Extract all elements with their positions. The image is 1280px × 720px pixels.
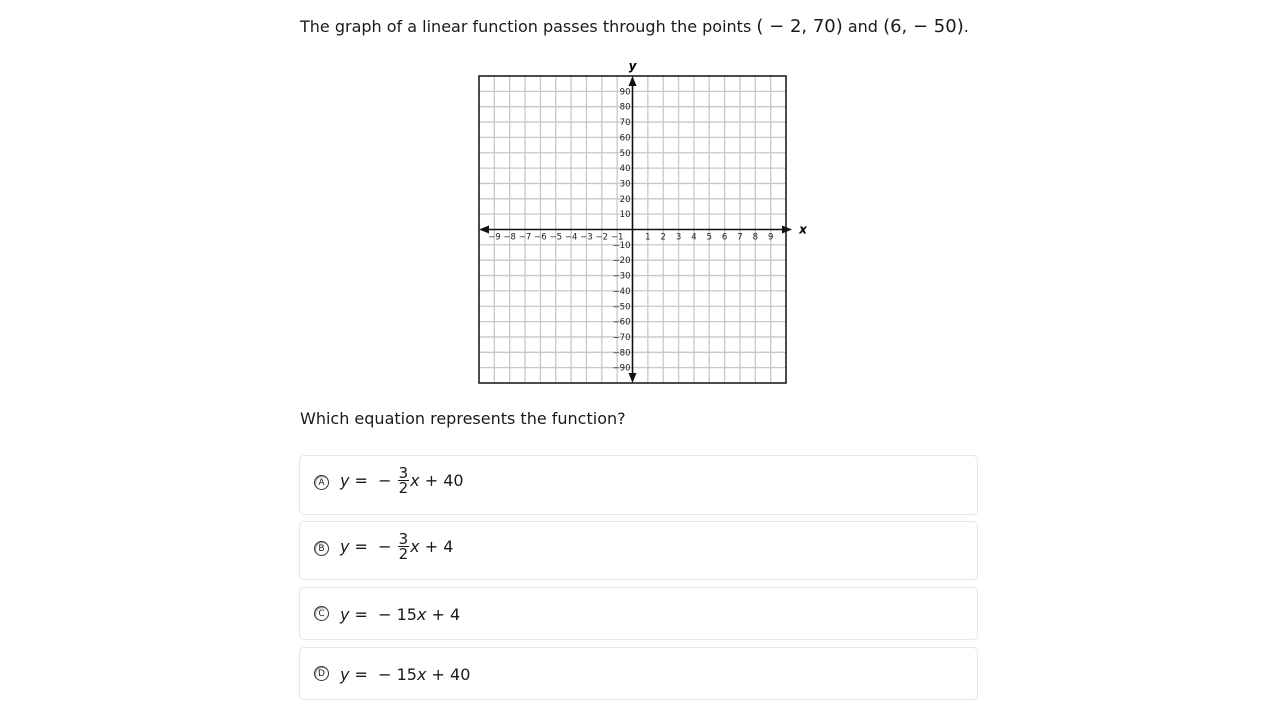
y-tick-label: −10 bbox=[612, 240, 631, 251]
prompt-text: The graph of a linear function passes through the points bbox=[300, 17, 752, 36]
x-tick-label: −9 bbox=[488, 232, 501, 243]
y-tick-label: 60 bbox=[619, 133, 631, 144]
choice-a-radio[interactable]: A bbox=[314, 475, 329, 490]
x-tick-label: 8 bbox=[752, 232, 759, 243]
choice-b[interactable] bbox=[299, 521, 978, 580]
y-tick-label: −80 bbox=[612, 348, 631, 359]
y-tick-label: 90 bbox=[619, 87, 631, 98]
y-tick-label: −90 bbox=[612, 363, 631, 374]
eq-y: y bbox=[340, 665, 350, 684]
x-tick-label: −5 bbox=[549, 232, 563, 243]
y-tick-label: −20 bbox=[612, 256, 631, 267]
y-tick-label: 20 bbox=[619, 194, 631, 205]
x-tick-label: 2 bbox=[660, 232, 666, 243]
y-axis-label: y bbox=[628, 59, 637, 73]
fraction bbox=[398, 466, 410, 495]
choice-c[interactable] bbox=[299, 587, 978, 640]
y-tick-label: −30 bbox=[612, 271, 631, 282]
choice-b-equation bbox=[340, 532, 453, 561]
eq-mid: = − 15 bbox=[349, 665, 417, 684]
y-axis-arrow-up-icon bbox=[629, 76, 637, 86]
x-tick-label: 9 bbox=[767, 232, 774, 243]
choice-d-equation bbox=[340, 665, 470, 684]
x-axis-label: x bbox=[799, 222, 807, 237]
y-tick-label: −60 bbox=[612, 317, 631, 328]
eq-y: y bbox=[340, 537, 350, 556]
choice-c-equation bbox=[340, 605, 460, 624]
y-tick-label: 70 bbox=[619, 118, 631, 129]
y-tick-label: 40 bbox=[619, 164, 631, 175]
eq-rest: + 4 bbox=[426, 605, 461, 624]
y-axis-arrow-down-icon bbox=[629, 373, 637, 383]
y-tick-label: −70 bbox=[612, 332, 631, 343]
eq-x: x bbox=[410, 471, 420, 490]
prompt-and: and bbox=[847, 17, 878, 36]
y-tick-label: −40 bbox=[612, 286, 631, 297]
x-tick-label: −1 bbox=[610, 232, 624, 243]
y-tick-label: 30 bbox=[619, 179, 631, 190]
x-tick-label: −3 bbox=[580, 232, 593, 243]
x-tick-label: 5 bbox=[706, 232, 712, 243]
problem-statement bbox=[300, 16, 969, 37]
numerator: 3 bbox=[398, 464, 409, 482]
y-tick-label: −50 bbox=[612, 302, 631, 313]
eq-mid: = − bbox=[349, 537, 397, 556]
eq-x: x bbox=[416, 665, 427, 684]
x-tick-label: 7 bbox=[737, 232, 743, 243]
choice-d[interactable] bbox=[299, 647, 978, 700]
eq-rest: + 4 bbox=[419, 537, 454, 556]
coordinate-grid bbox=[470, 55, 810, 390]
eq-y: y bbox=[340, 605, 350, 624]
y-tick-label: 80 bbox=[619, 102, 631, 113]
prompt-end: . bbox=[963, 17, 969, 36]
point-1: ( − 2, 70) bbox=[756, 16, 843, 37]
choice-c-radio[interactable]: C bbox=[314, 606, 329, 621]
x-tick-label: 3 bbox=[675, 232, 682, 243]
x-tick-label: −7 bbox=[518, 232, 532, 243]
fraction bbox=[398, 532, 410, 561]
x-tick-label: −4 bbox=[564, 232, 578, 243]
x-tick-label: 4 bbox=[691, 232, 697, 243]
eq-rest: + 40 bbox=[426, 665, 471, 684]
eq-x: x bbox=[410, 537, 420, 556]
denominator: 2 bbox=[398, 479, 409, 497]
y-tick-label: 10 bbox=[619, 210, 631, 221]
x-tick-label: −2 bbox=[595, 232, 609, 243]
eq-mid: = − bbox=[349, 471, 397, 490]
eq-x: x bbox=[416, 605, 427, 624]
choice-a[interactable] bbox=[299, 455, 978, 515]
denominator: 2 bbox=[398, 545, 409, 563]
x-tick-label: 1 bbox=[645, 232, 651, 243]
question-text: Which equation represents the function? bbox=[300, 409, 626, 428]
x-axis-arrow-right-icon bbox=[782, 226, 792, 234]
choice-d-radio[interactable]: D bbox=[314, 666, 329, 681]
eq-rest: + 40 bbox=[419, 471, 464, 490]
point-2: (6, − 50) bbox=[883, 16, 964, 37]
x-tick-label: −6 bbox=[534, 232, 547, 243]
eq-y: y bbox=[340, 471, 350, 490]
x-tick-label: 6 bbox=[721, 232, 728, 243]
x-tick-label: −8 bbox=[503, 232, 516, 243]
numerator: 3 bbox=[398, 530, 409, 548]
choice-a-equation bbox=[340, 466, 464, 495]
eq-mid: = − 15 bbox=[349, 605, 417, 624]
choice-b-radio[interactable]: B bbox=[314, 541, 329, 556]
y-tick-label: 50 bbox=[619, 148, 631, 159]
